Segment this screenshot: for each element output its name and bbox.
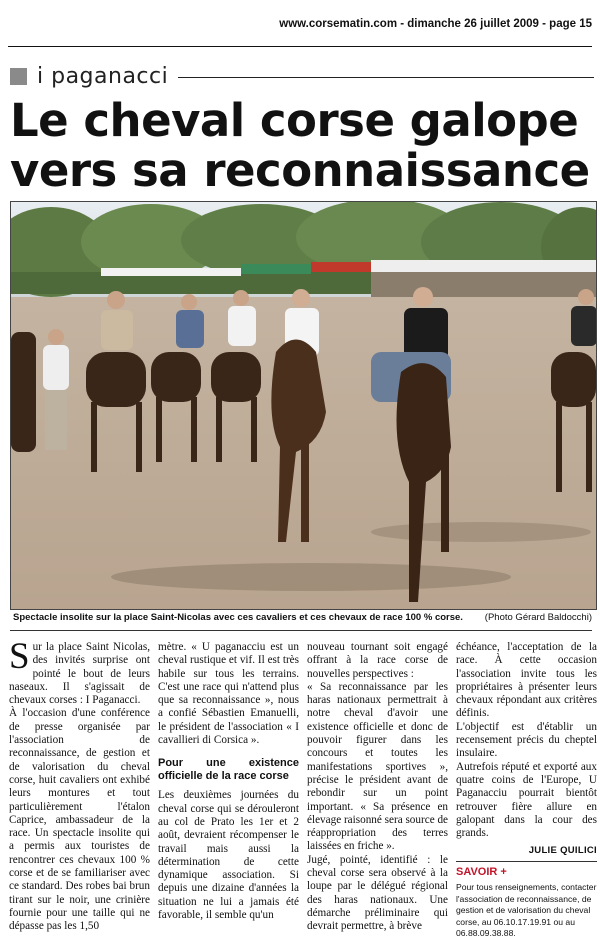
paragraph: L'objectif est d'établir un recensement précis du cheptel insulaire. [456, 720, 597, 760]
paragraph: Jugé, pointé, identifié : le cheval corse sera observé à la loupe par le délégué régional des haras nationaux. Une démarche préliminaire qui devrait permettre, à brève [307, 853, 448, 933]
paragraph: Autrefois réputé et exporté aux quatre coins de l'Europe, U Paganacciu pourrait bientôt retrouver fière allure en galopant dans la cour des grands. [456, 760, 597, 840]
header-rule [8, 46, 592, 47]
rubric-square-icon [10, 68, 27, 85]
savoir-text: Pour tous renseignements, contacter l'association de reconnaissance, de gestion et de valorisation du cheval corse, au 06.10.17.19.91 ou au 06.88.09.38.88. [456, 882, 597, 939]
paragraph-text: ur la place Saint Nicolas, des invités surprise ont pointé le bout de leurs naseaux. Il s'agissait de chevaux corses : I Paganacci. [9, 641, 150, 707]
article-column-3 [307, 641, 448, 934]
page-header [0, 18, 592, 34]
article-photo [10, 201, 597, 610]
paragraph: mètre. « U paganacciu est un cheval rustique et vif. Il est très habile sur tous les terrains. C'est une race qui n'attend plus que sa reconnaissance », nous a confié Sébastien Emanuelli, le président de l'association « I cavallieri di Corsica ». [158, 641, 299, 747]
section-subhead: Pour une existence officielle de la race corse [158, 757, 299, 783]
savoir-title: SAVOIR + [456, 865, 507, 878]
paragraph [9, 636, 150, 707]
paragraph: nouveau tournant soit engagé offrant à la race corse de nouvelles perspectives : [307, 641, 448, 680]
drop-cap: S [9, 636, 30, 677]
rubric-rule [178, 77, 594, 78]
rubric-label: i paganacci [37, 63, 169, 89]
caption-rule [10, 630, 592, 631]
rubric [10, 62, 594, 90]
author-byline: JULIE QUILICI [528, 845, 597, 857]
paragraph: À l'occasion d'une conférence de presse organisée par l'association de reconnaissance, de gestion et de valorisation du cheval corse, huit cavaliers ont exhibé leurs montures et tout particulièrement l'étalon Caprice, ambassadeur de la race. Un spectacle insolite qui a permis aux touristes de rencontrer ces chevaux 100 % corse et de se familiariser avec ce standard. Des robes bai brun tirant sur le noir, une crinière fournie pour une taille qui ne dépasse pas les 1,50 [9, 707, 150, 933]
article-column-4 [456, 641, 597, 940]
paragraph: échéance, l'acceptation de la race. À cette occasion l'association invite tous les propriétaires à présenter leurs chevaux répondant aux critères définis. [456, 641, 597, 720]
photo-credit: (Photo Gérard Baldocchi) [484, 612, 592, 623]
headline-line-1: Le cheval corse galope [10, 94, 579, 147]
savoir-rule [456, 861, 597, 862]
headline-line-2: vers sa reconnaissance [10, 144, 590, 197]
paragraph: « Sa reconnaissance par les haras nationaux permettrait à notre cheval d'avoir une existence officielle et donc de pouvoir figurer dans les concours et toutes les manifestations sportives », précise le président avant de rebondir sur un point important. « Sa présence en élevage raisonné sera source de réappropriation des terres laissées en friche ». [307, 680, 449, 853]
article-column-1 [9, 636, 150, 934]
photo-caption-row [13, 612, 592, 626]
photo-caption: Spectacle insolite sur la place Saint-Nicolas avec ces cavaliers et ces chevaux de race 100 % corse. [13, 612, 463, 623]
article-headline [10, 96, 595, 196]
paragraph: Les deuxièmes journées du cheval corse qui se dérouleront au col de Prato les 1er et 2 août, devraient récompenser le travail mais aussi la détermination de cette dynamique association. Si depuis une dizaine d'années la situation ne lui a jamais été favorable, il semble qu'un [158, 789, 299, 922]
header-line: www.corsematin.com - dimanche 26 juillet 2009 - page 15 [279, 18, 592, 30]
article-column-2 [158, 641, 299, 922]
horses-riders-illustration [11, 202, 597, 610]
